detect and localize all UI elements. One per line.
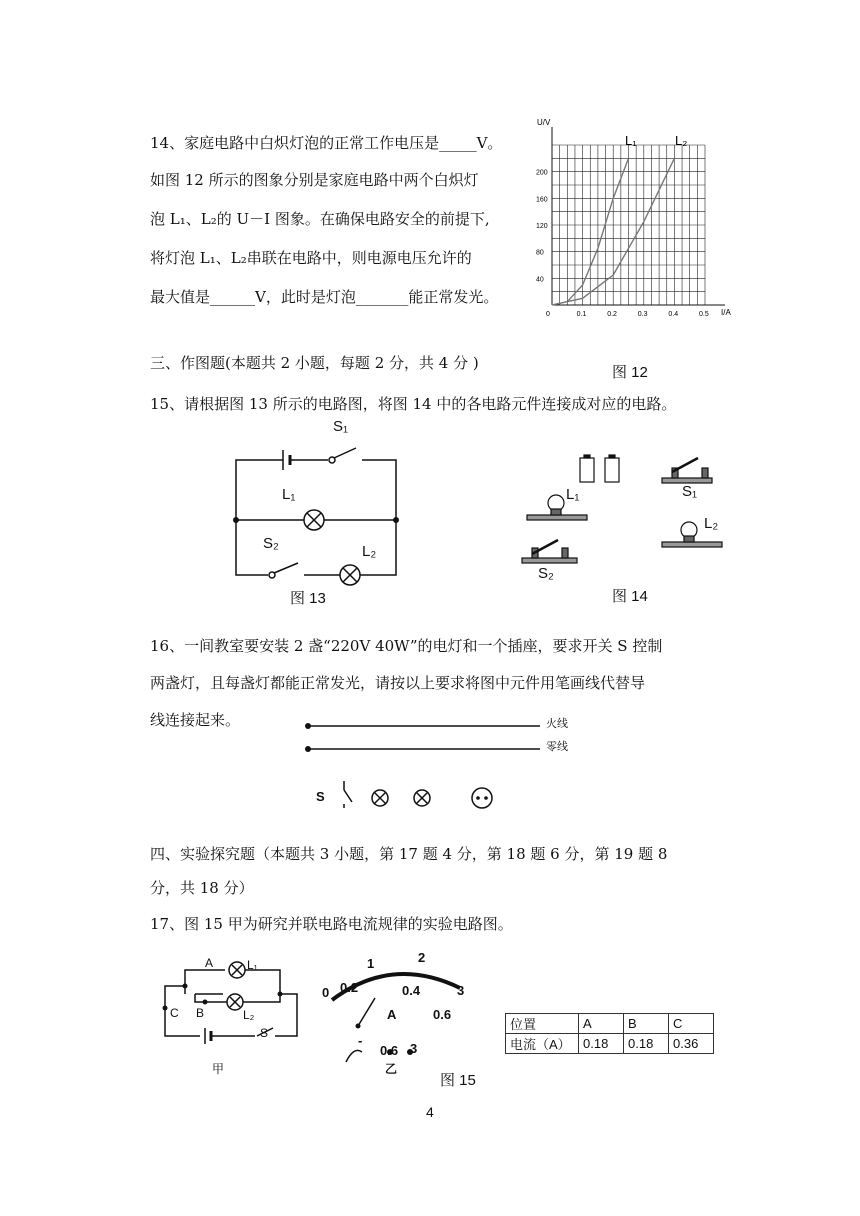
fig15-caption: 图 15 <box>440 1072 476 1089</box>
y-tick-label: 120 <box>536 223 548 230</box>
table-cell-current: 电流（A） <box>506 1034 579 1054</box>
fig13-s1: S₁ <box>333 418 349 435</box>
meter-terminal-3: 3 <box>410 1041 418 1056</box>
circuit-l2-label: L₂ <box>243 1008 255 1022</box>
fig14-l1: L₁ <box>566 486 580 503</box>
table-row <box>506 1034 714 1054</box>
q16-line2: 两盏灯，且每盏灯都能正常发光，请按以上要求将图中元件用笔画线代替导 <box>150 674 646 692</box>
q14-line4: 将灯泡 L₁、L₂串联在电路中，则电源电压允许的 <box>150 249 472 267</box>
fig14-caption: 图 14 <box>612 588 648 605</box>
x-tick-label: 0.2 <box>607 311 617 318</box>
meter-outer-1: 1 <box>367 956 375 971</box>
table-cell-b: 0.18 <box>624 1034 669 1054</box>
q15-text: 15、请根据图 13 所示的电路图，将图 14 中的各电路元件连接成对应的电路。 <box>150 395 677 413</box>
circuit-b-label: B <box>196 1006 205 1020</box>
current-table <box>505 1013 714 1054</box>
q17-text: 17、图 15 甲为研究并联电路电流规律的实验电路图。 <box>150 915 513 933</box>
meter-unit: A <box>387 1007 397 1022</box>
q16-wiring-figure <box>300 716 550 816</box>
neutral-wire-label: 零线 <box>546 741 568 753</box>
circuit-a-label: A <box>205 956 214 970</box>
y-tick-label: 80 <box>536 249 544 257</box>
fig13-l2: L₂ <box>362 543 377 560</box>
table-header-a: A <box>579 1014 624 1034</box>
fig13-s2: S₂ <box>263 535 279 552</box>
fig13-l1: L₁ <box>282 486 296 503</box>
table-cell-a: 0.18 <box>579 1034 624 1054</box>
q16-line1: 16、一间教室要安装 2 盏“220V 40W”的电灯和一个插座，要求开关 S 控制 <box>150 637 663 655</box>
section3-heading: 三、作图题(本题共 2 小题，每题 2 分，共 4 分 ) <box>150 354 479 372</box>
fig12-caption: 图 12 <box>612 364 648 381</box>
y-tick-label: 40 <box>536 276 544 284</box>
meter-outer-3: 3 <box>457 983 465 998</box>
x-tick-label: 0.3 <box>637 311 648 318</box>
q14-line5: 最大值是______V，此时是灯泡_______能正常发光。 <box>150 288 499 306</box>
fig14-s1: S₁ <box>682 483 698 500</box>
circuit-s-label: S <box>260 1026 269 1040</box>
fig15-yi: 乙 <box>385 1062 398 1076</box>
meter-terminal-0.6: 0.6 <box>380 1043 399 1058</box>
fig13-circuit <box>228 445 408 585</box>
q14-line2: 如图 12 所示的图象分别是家庭电路中两个白炽灯 <box>150 171 479 189</box>
x-tick-label: 0.5 <box>699 311 709 318</box>
y-axis-label: U/V <box>537 118 551 127</box>
meter-inner-0.6: 0.6 <box>433 1007 452 1022</box>
fig14-s2: S₂ <box>538 565 554 582</box>
fig13-caption: 图 13 <box>290 590 326 607</box>
curve-label-l1: L₁ <box>625 133 637 148</box>
curve-label-l2: L₂ <box>675 133 688 148</box>
table-header-b: B <box>624 1014 669 1034</box>
q14-line3: 泡 L₁、L₂的 U－I 图象。在确保电路安全的前提下, <box>150 210 490 228</box>
x-tick-label: 0.1 <box>576 311 587 318</box>
switch-s-label: S <box>316 789 325 804</box>
meter-inner-0.4: 0.4 <box>402 983 421 998</box>
meter-outer-2: 2 <box>418 950 426 965</box>
q14-line1: 14、家庭电路中白炽灯泡的正常工作电压是_____V。 <box>150 134 503 152</box>
circuit-c-label: C <box>170 1006 179 1020</box>
q16-line3: 线连接起来。 <box>150 711 241 729</box>
live-wire-label: 火线 <box>546 718 568 730</box>
section4-line2: 分，共 18 分） <box>150 879 254 897</box>
y-tick-label: 160 <box>536 196 548 204</box>
x-axis-label: I/A <box>721 308 731 317</box>
table-header-c: C <box>669 1014 714 1034</box>
meter-minus: - <box>358 1033 363 1048</box>
x-tick-label: 0.4 <box>668 311 679 318</box>
fig12-ui-chart <box>535 115 735 318</box>
x-tick-label: 0 <box>546 311 550 318</box>
table-header-position: 位置 <box>506 1014 579 1034</box>
y-tick-label: 200 <box>536 169 548 177</box>
meter-inner-0.2: 0.2 <box>340 980 359 995</box>
meter-inner-0: 0 <box>322 985 330 1000</box>
section4-line1: 四、实验探究题（本题共 3 小题，第 17 题 4 分，第 18 题 6 分，第 19 题 8 <box>150 845 668 863</box>
table-cell-c: 0.36 <box>669 1034 714 1054</box>
circuit-l1-label: L₁ <box>247 958 258 972</box>
page-number: 4 <box>426 1104 434 1120</box>
table-row <box>506 1014 714 1034</box>
fig15-jia: 甲 <box>212 1062 225 1076</box>
fig14-l2: L₂ <box>704 515 719 532</box>
